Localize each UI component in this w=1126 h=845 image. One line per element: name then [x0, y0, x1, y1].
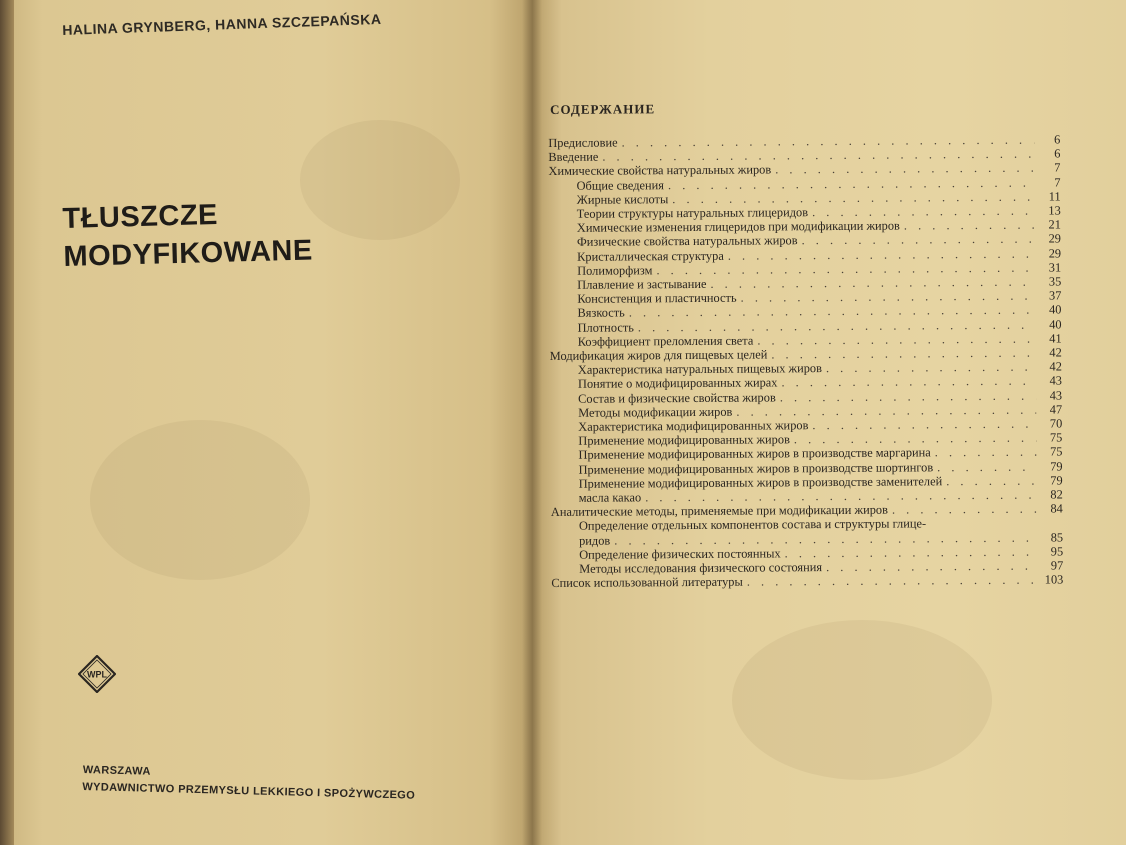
book-title-line: MODYFIKOWANE	[63, 234, 314, 273]
toc-entry-page: 7	[1054, 160, 1061, 175]
toc-entry-page: 29	[1048, 231, 1062, 246]
toc-entry-page: 75	[1049, 430, 1063, 445]
toc-entry-page: 35	[1048, 274, 1062, 289]
toc-list	[548, 132, 1063, 590]
toc-entry-page: 41	[1049, 331, 1062, 346]
toc-entry-page: 84	[1050, 501, 1063, 516]
toc-entry-title: Химические свойства натуральных жиров	[548, 162, 772, 179]
toc-entry-page: 6	[1054, 146, 1061, 161]
toc-entry-page: 40	[1049, 302, 1062, 317]
toc-leader-dots	[904, 218, 1035, 233]
toc-entry-title: Полиморфизм	[577, 263, 653, 278]
toc-leader-dots	[812, 204, 1035, 220]
toc-entry-title: Понятие о модифицированных жирах	[577, 375, 778, 392]
toc-entry-title: Общие сведения	[576, 177, 665, 193]
toc-entry-title: Физические свойства натуральных жиров	[576, 233, 798, 250]
toc-entry-title: Состав и физические свойства жиров	[578, 390, 776, 406]
toc-leader-dots	[812, 417, 1036, 433]
toc-entry-title: Применение модифицированных жиров	[578, 432, 790, 449]
toc-entry-title: Список использованной литературы	[551, 574, 743, 591]
toc-entry-page: 29	[1048, 246, 1062, 261]
imprint-publisher: WYDAWNICTWO PRZEMYSŁU LEKKIEGO I SPOŻYWCZEGO	[82, 780, 416, 802]
publisher-logo-icon	[78, 655, 116, 693]
toc-entry-title: Консистенция и пластичность	[577, 290, 737, 307]
toc-entry-page: 43	[1049, 388, 1063, 403]
toc-entry-title: Химические изменения глицеридов при модификации жиров	[576, 218, 900, 236]
toc-entry-title: Характеристика модифицированных жиров	[578, 418, 809, 434]
toc-entry-title: Кристаллическая структура	[577, 248, 724, 264]
page-edge	[0, 0, 14, 845]
toc-entry-title: Применение модифицированных жиров в производстве маргарина	[578, 445, 931, 463]
toc-entry-title: Теории структуры натуральных глицеридов	[576, 205, 809, 221]
toc-entry-title: Методы исследования физического состояния	[579, 560, 823, 576]
toc-entry-title: ридов	[579, 533, 611, 548]
paper-stain	[732, 620, 992, 780]
toc-leader-dots	[826, 360, 1036, 376]
toc-entry-title: Применение модифицированных жиров в производстве заменителей	[578, 474, 943, 491]
toc-leader-dots	[937, 459, 1037, 474]
toc-entry-page: 11	[1048, 189, 1061, 204]
toc-entry-title: Применение модифицированных жиров в производстве шортингов	[578, 459, 934, 477]
title-page	[0, 0, 532, 845]
book-gutter	[522, 0, 542, 845]
toc-entry-title: Модификация жиров для пищевых целей	[549, 347, 768, 364]
toc-entry-title: Характеристика натуральных пищевых жиров	[577, 361, 822, 378]
toc-entry-page: 42	[1049, 359, 1062, 374]
authors: HALINA GRYNBERG, HANNA SZCZEPAŃSKA	[62, 10, 382, 38]
toc-entry-title: Определение физических постоянных	[579, 546, 781, 562]
toc-entry-page: 79	[1050, 459, 1063, 474]
toc-entry-page: 13	[1048, 203, 1061, 218]
toc-entry-page: 95	[1050, 544, 1064, 559]
toc-leader-dots	[946, 473, 1037, 488]
toc-leader-dots	[892, 502, 1037, 517]
toc-entry-page: 79	[1050, 473, 1063, 488]
toc-entry-page: 75	[1050, 444, 1063, 459]
toc-entry-page: 7	[1054, 175, 1061, 190]
toc-leader-dots	[930, 527, 1037, 528]
toc-entry-title: Плавление и застывание	[577, 276, 707, 292]
toc-leader-dots	[935, 445, 1037, 460]
toc-entry-title: Коэффициент преломления света	[577, 333, 754, 349]
toc-entry-page: 40	[1049, 317, 1062, 332]
toc-entry-title: Плотность	[577, 320, 634, 335]
toc-entry-page: 6	[1054, 132, 1061, 147]
toc-entry-page: 37	[1048, 288, 1062, 303]
toc-entry-title: масла какао	[578, 490, 642, 505]
toc-entry-page: 31	[1048, 260, 1062, 275]
toc-entry-page: 82	[1050, 487, 1063, 502]
toc-heading: СОДЕРЖАНИЕ	[549, 101, 656, 117]
table-of-contents	[548, 98, 1063, 590]
toc-entry-page: 43	[1049, 373, 1063, 388]
toc-entry-title: Определение отдельных компонентов состава и структуры глице-	[578, 516, 927, 534]
toc-entry-title: Жирные кислоты	[576, 191, 669, 207]
imprint	[82, 762, 416, 805]
book-title-line: TŁUSZCZE	[62, 198, 219, 235]
imprint-city: WARSZAWA	[82, 763, 151, 778]
paper-stain	[300, 120, 460, 240]
toc-entry-page: 70	[1049, 416, 1063, 431]
toc-leader-dots	[826, 559, 1037, 575]
logo-text: WPL	[87, 669, 107, 680]
toc-entry-title: Введение	[548, 149, 599, 165]
publisher-logo-svg	[78, 655, 116, 693]
toc-entry-page: 42	[1049, 345, 1062, 360]
book-title	[62, 193, 313, 275]
toc-entry-title: Предисловие	[548, 135, 618, 150]
toc-entry-title: Вязкость	[577, 305, 625, 321]
toc-entry-title: Аналитические методы, применяемые при модификации жиров	[550, 502, 888, 520]
toc-entry-page: 85	[1050, 530, 1064, 545]
toc-entry-page: 47	[1049, 402, 1063, 417]
paper-stain	[90, 420, 310, 580]
toc-entry-page: 103	[1044, 572, 1064, 587]
toc-entry-page: 21	[1048, 217, 1061, 232]
toc-entry-page: 97	[1050, 558, 1064, 573]
toc-leader-dots	[747, 573, 1038, 589]
toc-entry-title: Методы модификации жиров	[578, 404, 733, 420]
